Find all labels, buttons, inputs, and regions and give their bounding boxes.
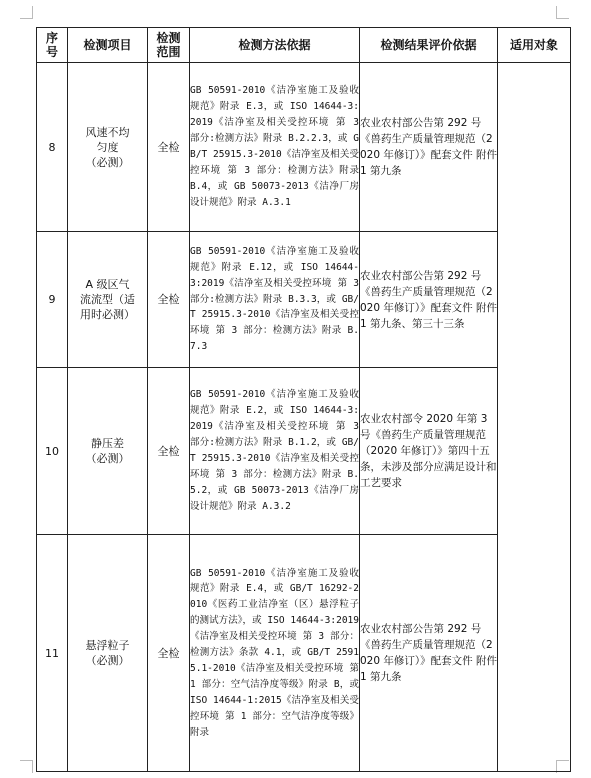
header-item: 检测项目 — [68, 28, 148, 63]
row-item: 悬浮粒子 （必测） — [68, 535, 148, 772]
row-item: 静压差 （必测） — [68, 368, 148, 535]
header-scope: 检测 范围 — [148, 28, 190, 63]
row-scope: 全检 — [148, 232, 190, 368]
row-number: 11 — [37, 535, 68, 772]
header-no: 序 号 — [37, 28, 68, 63]
table-row — [37, 232, 571, 368]
header-obj: 适用对象 — [498, 28, 571, 63]
header-eval: 检测结果评价依据 — [360, 28, 498, 63]
row-eval: 农业农村部公告第 292 号《兽药生产质量管理规范（2020 年修订）》配套文件 附件 1 第九条 — [360, 63, 498, 232]
row-scope: 全检 — [148, 63, 190, 232]
table-row — [37, 63, 571, 232]
page-corner-bottom-left — [20, 760, 33, 773]
table-row — [37, 368, 571, 535]
row-scope: 全检 — [148, 368, 190, 535]
row-applicable-object — [498, 63, 571, 772]
page-corner-top-right — [556, 6, 569, 19]
row-method: GB 50591-2010《洁净室施工及验收规范》附录 E.12，或 ISO 14644-3:2019《洁净室及相关受控环境 第 3 部分:检测方法》附录 B.3.3，或 GB/T 25915.3-2010《洁净室及相关受控环境 第 3 部分：检测方法》附录 B.7.3 — [190, 232, 360, 368]
inspection-table — [36, 27, 571, 772]
row-method: GB 50591-2010《洁净室施工及验收规范》附录 E.2，或 ISO 14644-3:2019《洁净室及相关受控环境 第 3 部分:检测方法》附录 B.1.2，或 GB/T 25915.3-2010《洁净室及相关受控环境 第 3 部分：检测方法》附录 B.5.2，或 GB 50073-2013《洁净厂房设计规范》附录 A.3.2 — [190, 368, 360, 535]
row-eval: 农业农村部公告第 292 号《兽药生产质量管理规范（2020 年修订）》配套文件 附件 1 第九条、第三十三条 — [360, 232, 498, 368]
header-method: 检测方法依据 — [190, 28, 360, 63]
row-scope: 全检 — [148, 535, 190, 772]
row-method: GB 50591-2010《洁净室施工及验收规范》附录 E.3，或 ISO 14644-3:2019《洁净室及相关受控环境 第 3 部分:检测方法》附录 B.2.2.3，或 GB/T 25915.3-2010《洁净室及相关受控环境 第 3 部分：检测方法》附录 B.4，或 GB 50073-2013《洁净厂房设计规范》附录 A.3.1 — [190, 63, 360, 232]
row-item: 风速不均 匀度 （必测） — [68, 63, 148, 232]
row-method: GB 50591-2010《洁净室施工及验收规范》附录 E.4，或 GB/T 16292-2010《医药工业洁净室（区）悬浮粒子的测试方法》，或 ISO 14644-3:2019《洁净室及相关受控环境 第 3 部分：检测方法》条款 4.1，或 GB/T 25915.1-2010《洁净室及相关受控环境 第 1 部分：空气洁净度等级》附录 B，或 ISO 14644-1:2015《洁净室及相关受控环境 第 1 部分：空气洁净度等级》附录 — [190, 535, 360, 772]
row-eval: 农业农村部公告第 292 号《兽药生产质量管理规范（2020 年修订）》配套文件 附件 1 第九条 — [360, 535, 498, 772]
page-corner-top-left — [20, 6, 33, 19]
table-row — [37, 535, 571, 772]
row-number: 8 — [37, 63, 68, 232]
table-header-row — [37, 28, 571, 63]
row-item: A 级区气 流流型（适 用时必测） — [68, 232, 148, 368]
row-eval: 农业农村部令 2020 年第 3 号《兽药生产质量管理规范（2020 年修订）》第四十五条，未涉及部分应满足设计和工艺要求 — [360, 368, 498, 535]
row-number: 10 — [37, 368, 68, 535]
row-number: 9 — [37, 232, 68, 368]
